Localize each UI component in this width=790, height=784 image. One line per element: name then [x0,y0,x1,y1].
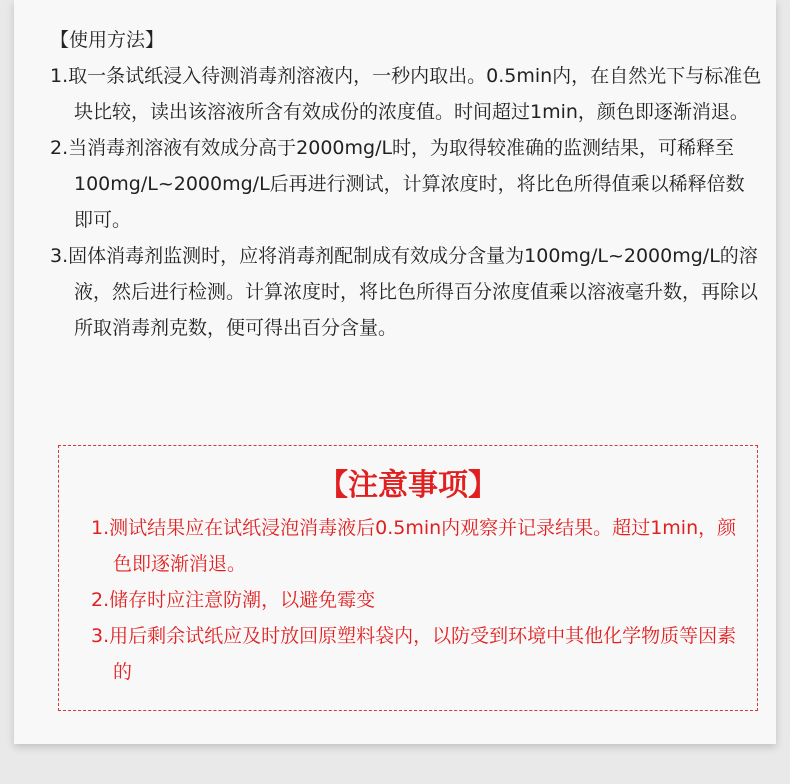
notice-item-number: 2. [91,589,110,611]
usage-step-3 [50,238,762,346]
notice-item-1 [91,510,741,582]
usage-step-2 [50,130,762,238]
notice-box [58,445,758,711]
notice-item-number: 1. [91,517,110,539]
usage-step-number: 2. [50,137,69,159]
usage-section [50,22,762,346]
usage-step-number: 1. [50,65,69,87]
usage-title: 【使用方法】 [50,29,165,51]
usage-step-text: 固体消毒剂监测时，应将消毒剂配制成有效成分含量为100mg/L~2000mg/L的溶液，然后进行检测。计算浓度时，将比色所得百分浓度值乘以溶液毫升数，再除以所取消毒剂克数，便可得出百分含量。 [68,245,759,339]
usage-step-number: 3. [50,245,69,267]
notice-item-2 [91,582,741,618]
notice-item-3 [91,618,741,690]
notice-item-number: 3. [91,625,110,647]
usage-step-1 [50,58,762,130]
notice-list [91,510,741,690]
usage-step-text: 取一条试纸浸入待测消毒剂溶液内，一秒内取出。0.5min内，在自然光下与标准色块比较，读出该溶液所含有效成份的浓度值。时间超过1min，颜色即逐渐消退。 [68,65,762,123]
notice-item-text: 储存时应注意防潮，以避免霉变 [109,589,376,611]
usage-step-text: 当消毒剂溶液有效成分高于2000mg/L时，为取得较准确的监测结果，可稀释至100mg/L~2000mg/L后再进行测试，计算浓度时，将比色所得值乘以稀释倍数即可。 [68,137,745,231]
notice-item-text: 测试结果应在试纸浸泡消毒液后0.5min内观察并记录结果。超过1min，颜色即逐渐消退。 [109,517,737,575]
notice-item-text: 用后剩余试纸应及时放回原塑料袋内，以防受到环境中其他化学物质等因素的 [109,625,737,683]
instruction-card [14,0,776,744]
notice-title: 【注意事项】 [318,468,498,503]
